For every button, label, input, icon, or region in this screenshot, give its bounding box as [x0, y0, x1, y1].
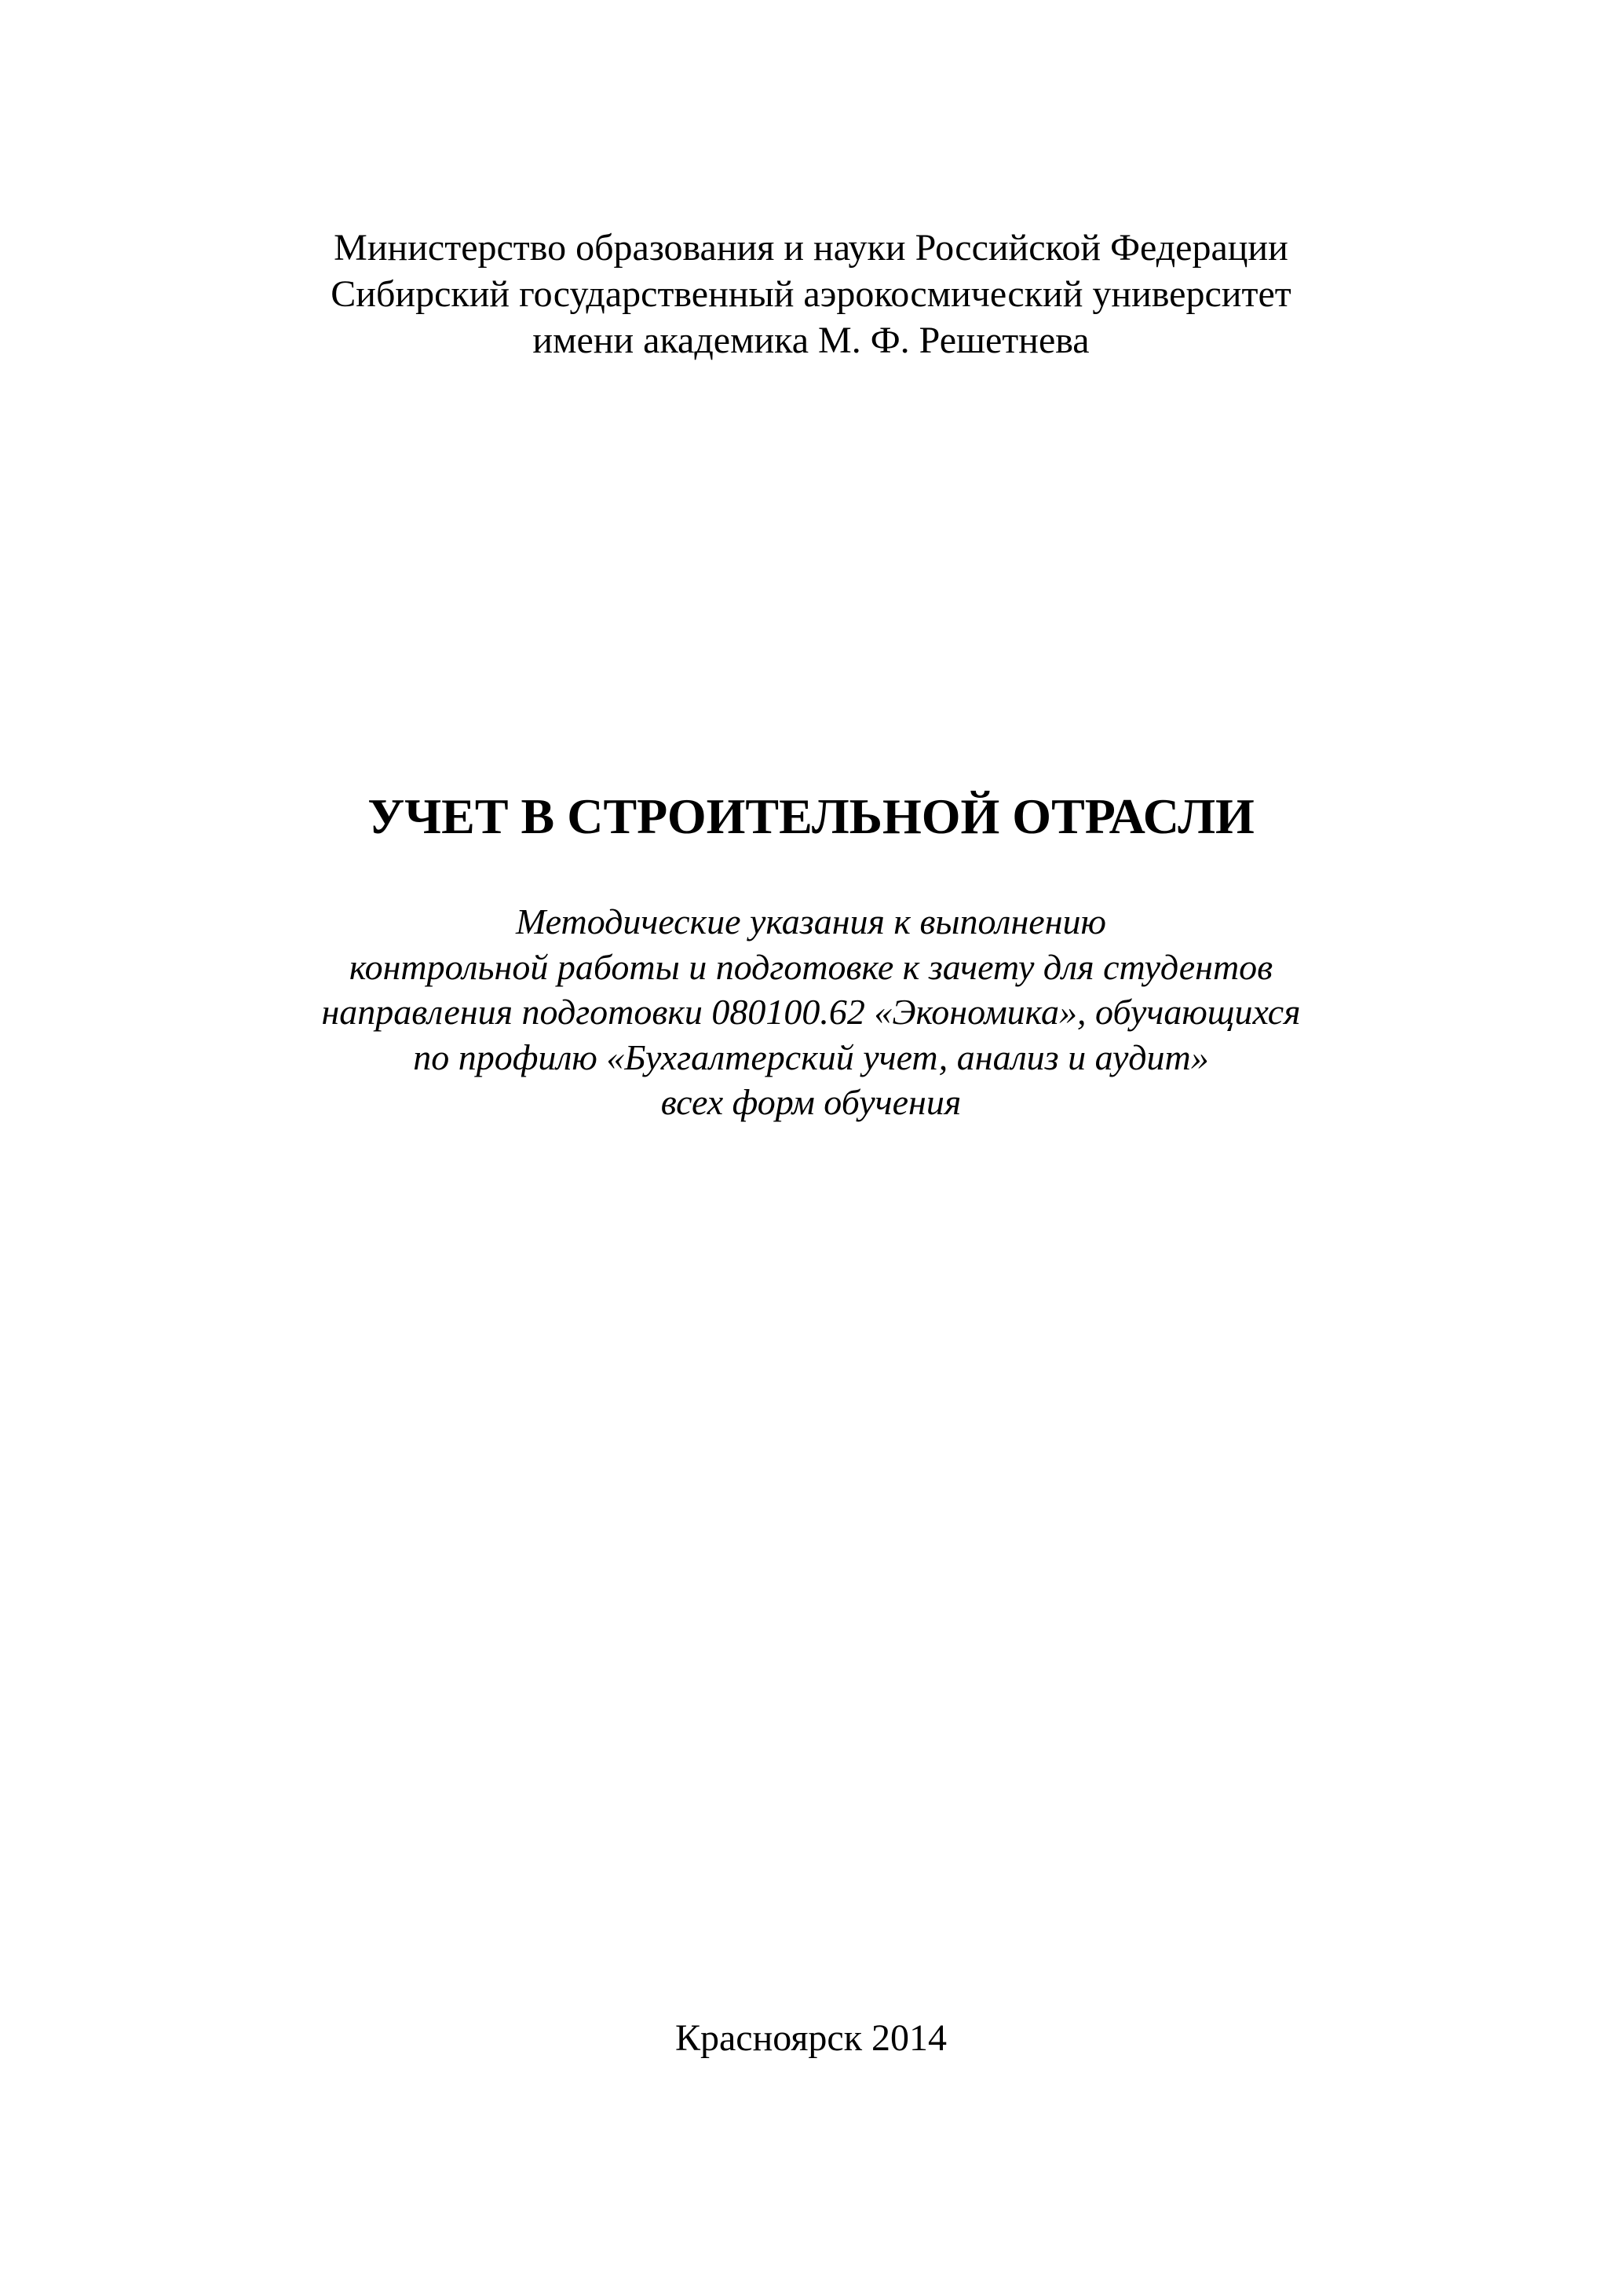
university-line: Сибирский государственный аэрокосмический университет — [331, 273, 1291, 315]
subtitle-line: всех форм обучения — [660, 1082, 962, 1122]
subtitle-line: направления подготовки 080100.62 «Экономика», обучающихся — [321, 992, 1301, 1032]
institution-header — [0, 225, 1622, 364]
document-title: УЧЕТ В СТРОИТЕЛЬНОЙ ОТРАСЛИ — [367, 788, 1255, 844]
city-year: Красноярск 2014 — [674, 2017, 948, 2059]
subtitle-line: Методические указания к выполнению — [516, 901, 1106, 941]
ministry-line: Министерство образования и науки Российской Федерации — [334, 227, 1288, 269]
document-subtitle — [0, 899, 1622, 1125]
subtitle-line: по профилю «Бухгалтерский учет, анализ и аудит» — [413, 1036, 1209, 1077]
subtitle-line: контрольной работы и подготовке к зачету для студентов — [349, 946, 1273, 987]
university-name-line: имени академика М. Ф. Решетнева — [532, 320, 1090, 361]
